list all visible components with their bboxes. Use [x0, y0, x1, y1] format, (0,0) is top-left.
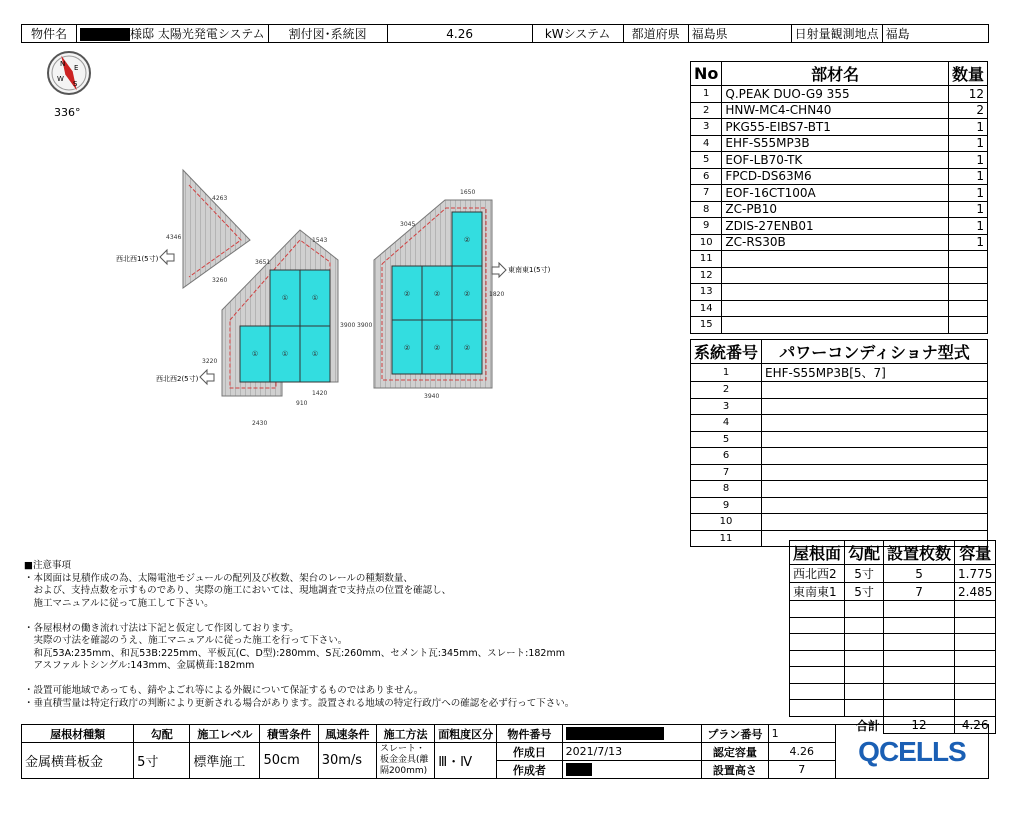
summary-pitch: [845, 650, 884, 667]
summary-count: [884, 634, 955, 651]
part-qty: 1: [948, 152, 987, 169]
part-name: HNW-MC4-CHN40: [722, 102, 949, 119]
table-row: [691, 251, 988, 268]
pcs-model: [762, 415, 988, 432]
summary-count: [884, 601, 955, 618]
drawing-type: 割付図･系統図: [268, 25, 387, 43]
summary-pitch: [845, 601, 884, 618]
pcs-model: [762, 497, 988, 514]
part-name: [722, 267, 949, 284]
svg-text:2430: 2430: [252, 420, 268, 427]
prefecture-label: 都道府県: [623, 25, 688, 43]
capacity-label: 認定容量: [702, 743, 769, 761]
plan-label: プラン番号: [702, 725, 769, 743]
total-label: 合計: [790, 716, 884, 734]
redacted-name: [80, 28, 130, 41]
table-row: [790, 601, 996, 618]
notes-section: [24, 560, 584, 710]
part-qty: 1: [948, 168, 987, 185]
compass-icon: [44, 48, 94, 98]
insolation-label: 日射量観測地点: [791, 25, 882, 43]
part-qty: 2: [948, 102, 987, 119]
summary-count: [884, 617, 955, 634]
note-line: ・垂直積雪量は特定行政庁の判断により更新される場合があります。設置される地域の特定行政庁への確認を必ず行って下さい。: [24, 697, 575, 709]
snow-value: 50cm: [260, 743, 318, 779]
part-no: 15: [691, 317, 722, 334]
author-label: 作成者: [497, 761, 562, 779]
table-row: [691, 234, 988, 251]
svg-text:東南東1(5寸): 東南東1(5寸): [508, 266, 551, 274]
pcs-model: [762, 398, 988, 415]
part-no: 8: [691, 201, 722, 218]
summary-roof-face: 西北西2: [790, 565, 845, 583]
table-row: [691, 382, 988, 399]
summary-capacity: [955, 634, 996, 651]
redacted-author: [566, 763, 592, 776]
summary-roof-face: [790, 617, 845, 634]
capacity-value: 4.26: [768, 743, 835, 761]
table-row: [691, 300, 988, 317]
part-name: [722, 284, 949, 301]
system-kw: 4.26: [387, 25, 532, 43]
summary-count: 7: [884, 583, 955, 601]
parts-header-name: 部材名: [722, 62, 949, 86]
svg-text:①: ①: [311, 294, 319, 302]
part-name: ZDIS-27ENB01: [722, 218, 949, 235]
svg-text:3651: 3651: [255, 259, 271, 266]
part-no: 14: [691, 300, 722, 317]
total-count: 12: [884, 716, 955, 734]
table-row: [790, 667, 996, 684]
part-no: 3: [691, 119, 722, 136]
work-level-value: 標準施工: [190, 743, 260, 779]
svg-text:W: W: [57, 75, 64, 83]
part-no: 2: [691, 102, 722, 119]
summary-roof-face: 東南東1: [790, 583, 845, 601]
part-qty: [948, 300, 987, 317]
pcs-no: 9: [691, 497, 762, 514]
svg-text:3900: 3900: [357, 322, 373, 329]
summary-capacity: 2.485: [955, 583, 996, 601]
summary-count: [884, 667, 955, 684]
part-name: FPCD-DS63M6: [722, 168, 949, 185]
part-no: 4: [691, 135, 722, 152]
roof-material-value: 金属横葺板金: [22, 743, 134, 779]
note-line: 施工マニュアルに従って施工して下さい。: [24, 597, 214, 609]
summary-capacity: 1.775: [955, 565, 996, 583]
note-line: 和瓦53A:235mm、和瓦53B:225mm、平板瓦(C、D型):280mm、S瓦:260mm、セメント瓦:345mm、スレート:182mm: [24, 647, 565, 659]
part-qty: [948, 267, 987, 284]
table-row: [790, 683, 996, 700]
table-row: [790, 617, 996, 634]
part-name: Q.PEAK DUO-G9 355: [722, 86, 949, 103]
part-name: PKG55-EIBS7-BT1: [722, 119, 949, 136]
roughness-value: Ⅲ・Ⅳ: [435, 743, 497, 779]
snow-label: 積雪条件: [260, 725, 318, 743]
svg-text:①: ①: [281, 350, 289, 358]
part-no: 1: [691, 86, 722, 103]
table-row: [691, 431, 988, 448]
roof-material-label: 屋根材種類: [22, 725, 134, 743]
author-value: [562, 761, 701, 779]
pcs-model: [762, 464, 988, 481]
summary-count: 5: [884, 565, 955, 583]
svg-text:②: ②: [433, 344, 441, 352]
part-no: 11: [691, 251, 722, 268]
summary-pitch: [845, 617, 884, 634]
svg-text:西北西2(5寸): 西北西2(5寸): [156, 375, 199, 383]
pcs-no: 10: [691, 514, 762, 531]
part-no: 5: [691, 152, 722, 169]
svg-text:E: E: [74, 64, 79, 72]
table-row: [691, 218, 988, 235]
created-date: 2021/7/13: [562, 743, 701, 761]
note-line: ・各屋根材の働き流れ寸法は下記と仮定して作図しております。: [24, 622, 299, 634]
table-row: [790, 700, 996, 717]
brand-logo: [835, 725, 988, 779]
svg-text:①: ①: [251, 350, 259, 358]
note-line: [24, 673, 584, 686]
svg-text:3220: 3220: [202, 358, 218, 365]
logo-name: CELLS: [878, 735, 966, 767]
notes-heading: ■注意事項: [24, 560, 71, 571]
summary-count: [884, 650, 955, 667]
table-row: [691, 415, 988, 432]
table-row: [790, 583, 996, 601]
note-line: ・設置可能地域であっても、錆やよごれ等による外観について保証するものではありません。: [24, 685, 424, 696]
summary-header-count: 設置枚数: [884, 541, 955, 565]
svg-text:②: ②: [463, 236, 471, 244]
pcs-no: 6: [691, 448, 762, 465]
part-no: 7: [691, 185, 722, 202]
summary-header-pitch: 勾配: [845, 541, 884, 565]
parts-table: [690, 61, 988, 334]
wind-value: 30m/s: [318, 743, 376, 779]
svg-text:3940: 3940: [424, 393, 440, 400]
table-row: [790, 565, 996, 583]
svg-text:4346: 4346: [166, 234, 182, 241]
summary-count: [884, 700, 955, 717]
pcs-no: 2: [691, 382, 762, 399]
table-row: [691, 364, 988, 382]
pcs-table: [690, 339, 988, 547]
pcs-model: [762, 514, 988, 531]
prefecture: 福島県: [688, 25, 791, 43]
part-name: [722, 317, 949, 334]
table-row: [691, 86, 988, 103]
summary-pitch: [845, 683, 884, 700]
property-label: 物件名: [22, 25, 77, 43]
note-line: 実際の寸法を確認のうえ、施工マニュアルに従った施工を行って下さい。: [24, 635, 348, 646]
pcs-no: 1: [691, 364, 762, 382]
note-line: および、支持点数を示すものであり、実際の施工においては、現地調査で支持点の位置を確認し、: [24, 585, 452, 596]
summary-capacity: [955, 667, 996, 684]
total-kw: 4.26: [955, 716, 996, 734]
pcs-model: [762, 448, 988, 465]
part-no: 12: [691, 267, 722, 284]
created-label: 作成日: [497, 743, 562, 761]
property-name: 様邸 太陽光発電システム: [77, 25, 269, 43]
svg-text:②: ②: [403, 344, 411, 352]
svg-text:1543: 1543: [312, 237, 328, 244]
part-name: [722, 300, 949, 317]
part-name: EHF-S55MP3B: [722, 135, 949, 152]
summary-roof-face: [790, 634, 845, 651]
pcs-model: EHF-S55MP3B[5、7]: [762, 364, 988, 382]
table-row: [691, 398, 988, 415]
part-no: 13: [691, 284, 722, 301]
job-no-value: [562, 725, 701, 743]
table-row: [691, 267, 988, 284]
table-row: [691, 135, 988, 152]
table-row: [691, 317, 988, 334]
part-no: 6: [691, 168, 722, 185]
pcs-no: 11: [691, 530, 762, 547]
summary-pitch: [845, 667, 884, 684]
svg-text:4263: 4263: [212, 195, 228, 202]
part-no: 9: [691, 218, 722, 235]
note-line: [24, 610, 584, 623]
svg-text:②: ②: [433, 290, 441, 298]
table-row: [691, 185, 988, 202]
table-row: [691, 102, 988, 119]
pcs-no: 8: [691, 481, 762, 498]
table-row: [790, 650, 996, 667]
compass-angle: 336°: [54, 106, 81, 119]
kw-unit: kWシステム: [532, 25, 623, 43]
svg-text:3900: 3900: [340, 322, 356, 329]
part-name: EOF-LB70-TK: [722, 152, 949, 169]
table-row: [691, 119, 988, 136]
table-row: [691, 464, 988, 481]
part-name: ZC-RS30B: [722, 234, 949, 251]
part-qty: 12: [948, 86, 987, 103]
summary-pitch: [845, 700, 884, 717]
svg-text:②: ②: [463, 344, 471, 352]
svg-text:910: 910: [296, 400, 308, 407]
bottom-info-table: [21, 724, 989, 779]
part-qty: 1: [948, 234, 987, 251]
summary-pitch: 5寸: [845, 565, 884, 583]
pcs-model: [762, 382, 988, 399]
height-label: 設置高さ: [702, 761, 769, 779]
method-value: スレート・板金金具(離隔200mm): [376, 743, 434, 779]
table-row: [691, 201, 988, 218]
svg-text:1420: 1420: [312, 390, 328, 397]
svg-text:①: ①: [311, 350, 319, 358]
summary-roof-face: [790, 601, 845, 618]
table-row: [691, 497, 988, 514]
pcs-no: 3: [691, 398, 762, 415]
pcs-no: 7: [691, 464, 762, 481]
summary-pitch: 5寸: [845, 583, 884, 601]
table-row: [691, 284, 988, 301]
svg-text:3045: 3045: [400, 221, 416, 228]
summary-header-capacity: 容量: [955, 541, 996, 565]
method-label: 施工方法: [376, 725, 434, 743]
part-name: EOF-16CT100A: [722, 185, 949, 202]
part-qty: 1: [948, 185, 987, 202]
summary-count: [884, 683, 955, 700]
parts-header-no: No: [691, 62, 722, 86]
height-value: 7: [768, 761, 835, 779]
svg-text:S: S: [73, 80, 78, 88]
svg-text:3260: 3260: [212, 277, 228, 284]
table-row: [790, 634, 996, 651]
table-row: [691, 168, 988, 185]
job-no-label: 物件番号: [497, 725, 562, 743]
summary-roof-face: [790, 700, 845, 717]
table-row: [691, 448, 988, 465]
roof-west-1: [183, 170, 250, 288]
note-line: アスファルトシングル:143mm、金属横葺:182mm: [24, 660, 255, 671]
part-qty: 1: [948, 135, 987, 152]
pcs-header-no: 系統番号: [691, 340, 762, 364]
plan-no: 1: [768, 725, 835, 743]
parts-header-qty: 数量: [948, 62, 987, 86]
part-name: [722, 251, 949, 268]
summary-roof-face: [790, 683, 845, 700]
pitch-label: 勾配: [134, 725, 190, 743]
wind-label: 風速条件: [318, 725, 376, 743]
table-row: [691, 514, 988, 531]
part-qty: [948, 251, 987, 268]
table-row: [691, 152, 988, 169]
svg-text:②: ②: [403, 290, 411, 298]
pcs-model: [762, 431, 988, 448]
summary-capacity: [955, 617, 996, 634]
summary-capacity: [955, 683, 996, 700]
pcs-model: [762, 481, 988, 498]
svg-text:1820: 1820: [489, 291, 505, 298]
svg-text:N: N: [60, 60, 66, 68]
part-qty: 1: [948, 218, 987, 235]
summary-roof-face: [790, 650, 845, 667]
svg-text:西北西1(5寸): 西北西1(5寸): [116, 255, 159, 263]
part-name: ZC-PB10: [722, 201, 949, 218]
table-row: [691, 481, 988, 498]
svg-text:②: ②: [463, 290, 471, 298]
summary-capacity: [955, 601, 996, 618]
header-table: [21, 24, 989, 43]
part-qty: 1: [948, 201, 987, 218]
summary-roof-face: [790, 667, 845, 684]
pcs-header-model: パワーコンディショナ型式: [762, 340, 988, 364]
svg-text:①: ①: [281, 294, 289, 302]
pcs-no: 5: [691, 431, 762, 448]
redacted-job-no: [566, 727, 664, 740]
summary-capacity: [955, 650, 996, 667]
roughness-label: 面粗度区分: [435, 725, 497, 743]
svg-text:1650: 1650: [460, 189, 476, 196]
summary-table: [789, 540, 996, 734]
summary-pitch: [845, 634, 884, 651]
part-no: 10: [691, 234, 722, 251]
pitch-value: 5寸: [134, 743, 190, 779]
part-qty: 1: [948, 119, 987, 136]
insolation-point: 福島: [882, 25, 988, 43]
part-qty: [948, 284, 987, 301]
part-qty: [948, 317, 987, 334]
note-line: ・本図面は見積作成の為、太陽電池モジュールの配列及び枚数、架台のレールの種類数量、: [24, 572, 413, 584]
work-level-label: 施工レベル: [190, 725, 260, 743]
summary-header-roof: 屋根面: [790, 541, 845, 565]
pcs-no: 4: [691, 415, 762, 432]
logo-q: Q: [858, 735, 879, 767]
summary-capacity: [955, 700, 996, 717]
roof-layout-diagram: [100, 160, 551, 435]
